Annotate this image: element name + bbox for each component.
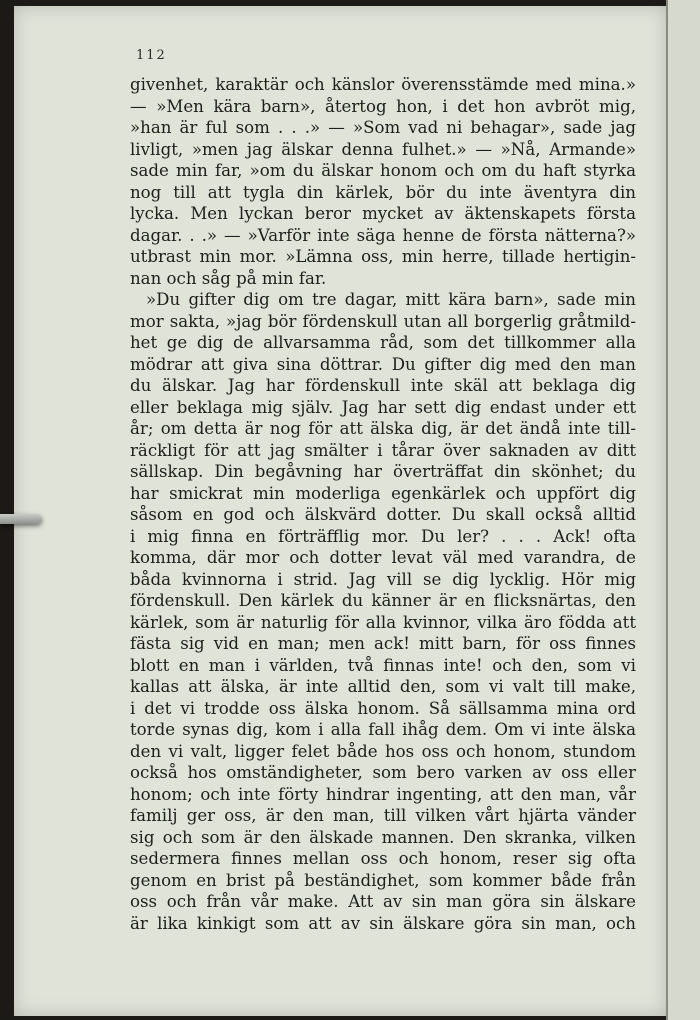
text-line: kallas att älska, är inte alltid den, som vi valt till make,: [130, 677, 636, 696]
text-line: kärlek, som är naturlig för alla kvinnor, vilka äro födda att: [130, 612, 636, 632]
text-line: nog till att tygla din kärlek, bör du inte äventyra din: [130, 182, 636, 202]
paper-clip: [0, 514, 42, 524]
text-line: livligt, »men jag älskar denna fulhet.» — »Nå, Armande»: [130, 139, 636, 159]
text-line: sig och som är den älskade mannen. Den skranka, vilken: [130, 827, 636, 847]
text-line: räckligt för att jag smälter i tårar över saknaden av ditt: [130, 440, 636, 460]
text-line: år; om detta är nog för att älska dig, är det ändå inte till-: [130, 419, 636, 438]
text-line: »Du gifter dig om tre dagar, mitt kära barn», sade min: [146, 290, 636, 309]
text-line: du älskar. Jag har fördenskull inte skäl att beklaga dig: [130, 376, 636, 395]
text-line: fördenskull. Den kärlek du känner är en flicksnärtas, den: [130, 591, 636, 610]
text-line: nan och såg på min far.: [130, 268, 327, 288]
text-line: sedermera finnes mellan oss och honom, reser sig ofta: [130, 849, 636, 868]
text-line: familj ger oss, är den man, till vilken vårt hjärta vänder: [130, 806, 636, 825]
text-line: genom en brist på beständighet, som kommer både från: [130, 870, 636, 890]
text-line: oss och från vår make. Att av sin man göra sin älskare: [130, 892, 636, 911]
text-line: såsom en god och älskvärd dotter. Du skall också alltid: [130, 505, 636, 524]
text-line: i mig finna en förträfflig mor. Du ler? . . . Ack! ofta: [130, 526, 636, 546]
text-line: mödrar att giva sina döttrar. Du gifter dig med den man: [130, 354, 636, 374]
adjacent-page-edge: [666, 0, 700, 1020]
text-line: blott en man i världen, två finnas inte! och den, som vi: [130, 655, 636, 675]
text-line: eller beklaga mig själv. Jag har sett dig endast under ett: [130, 397, 636, 417]
book-page: [14, 6, 666, 1016]
text-line: också hos omständigheter, som bero varken av oss eller: [130, 763, 636, 782]
text-line: sade min far, »om du älskar honom och om du haft styrka: [130, 161, 636, 180]
page-number: 112: [136, 48, 167, 63]
text-line: het ge dig de allvarsamma råd, som det tillkommer alla: [130, 333, 636, 352]
text-line: den vi valt, ligger felet både hos oss och honom, stundom: [130, 741, 636, 761]
text-line: — »Men kära barn», återtog hon, i det hon avbröt mig,: [130, 96, 636, 116]
text-line: sällskap. Din begåvning har överträffat din skönhet; du: [130, 462, 636, 481]
text-line: utbrast min mor. »Lämna oss, min herre, tillade hertigin-: [130, 247, 636, 266]
text-line: båda kvinnorna i strid. Jag vill se dig lycklig. Hör mig: [130, 569, 636, 589]
paragraph-1: [130, 74, 636, 289]
text-line: har smickrat min moderliga egenkärlek och uppfört dig: [130, 483, 636, 503]
text-line: givenhet, karaktär och känslor överensstämde med mina.»: [130, 75, 636, 94]
text-line: fästa sig vid en man; men ack! mitt barn, för oss finnes: [130, 634, 636, 653]
text-line: honom; och inte förty hindrar ingenting, att den man, vår: [130, 784, 636, 804]
text-line: lycka. Men lyckan beror mycket av äktenskapets första: [130, 204, 636, 223]
text-line: »han är ful som . . .» — »Som vad ni behagar», sade jag: [130, 118, 636, 137]
paragraph-2: [130, 289, 636, 934]
text-line: i det vi trodde oss älska honom. Så sällsamma mina ord: [130, 698, 636, 718]
text-line: komma, där mor och dotter levat väl med varandra, de: [130, 548, 636, 567]
page-text: [130, 74, 636, 934]
text-line: dagar. . .» — »Varför inte säga henne de första nätterna?»: [130, 225, 636, 245]
text-line: mor sakta, »jag bör fördenskull utan all borgerlig gråtmild-: [130, 311, 636, 331]
text-line: är lika kinkigt som att av sin älskare göra sin man, och: [130, 913, 636, 933]
text-line: torde synas dig, kom i alla fall ihåg dem. Om vi inte älska: [130, 720, 636, 739]
